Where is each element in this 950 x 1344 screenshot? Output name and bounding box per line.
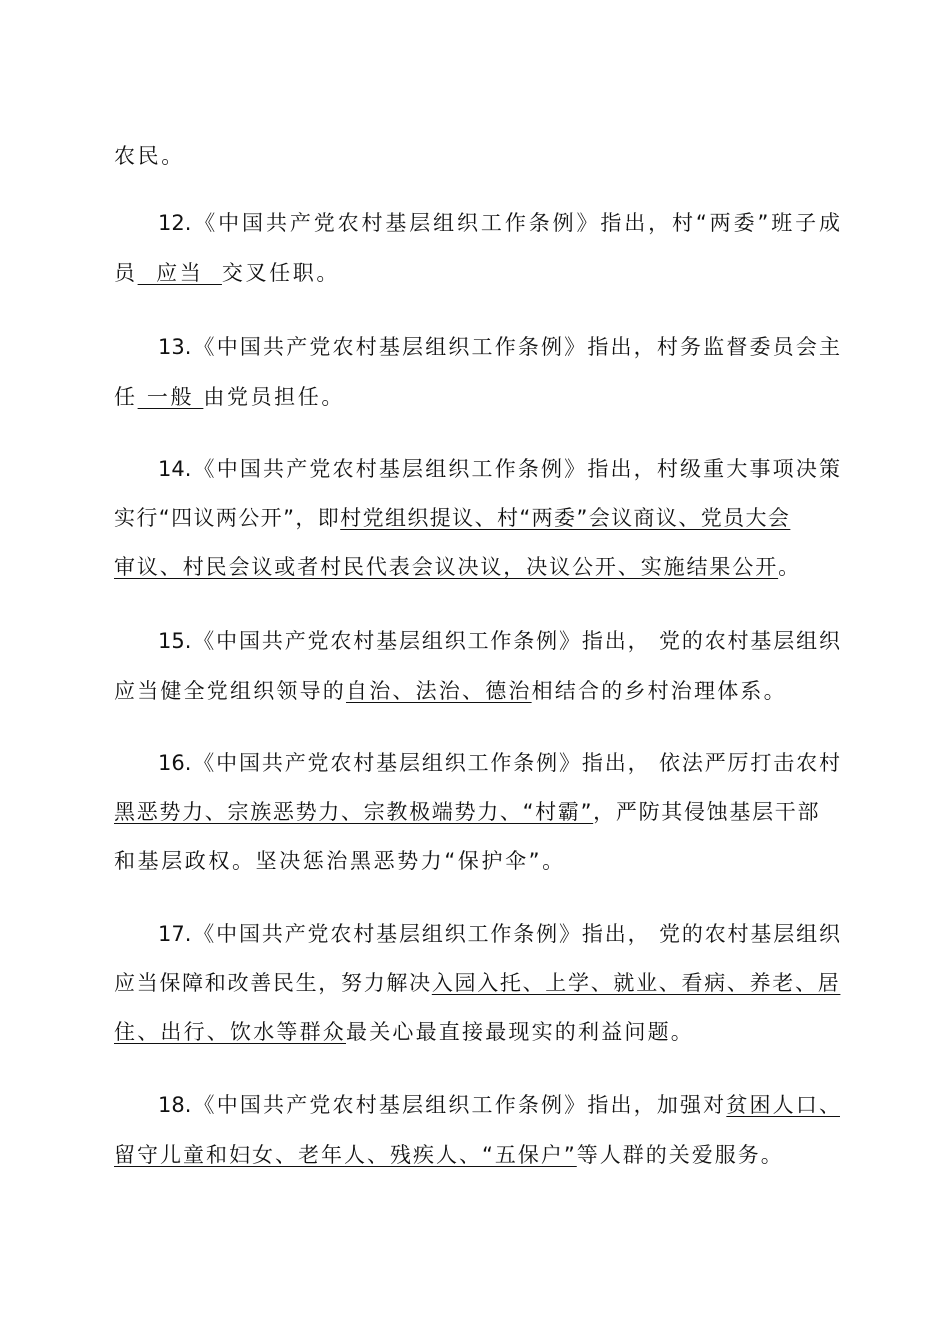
text-run: 16.《中国共产党农村基层组织工作条例》指出， 依法严厉打击农村 [158, 751, 840, 775]
text-line [114, 382, 840, 412]
fill-in-answer: 自治、法治、德治 [346, 679, 532, 703]
fill-in-answer: 审议、村民会议或者村民代表会议决议，决议公开、实施结果公开 [114, 555, 779, 579]
fill-in-answer: 村党组织提议、村“两委”会议商议、党员大会 [340, 506, 791, 530]
text-line [114, 626, 840, 656]
text-run: 相结合的乡村治理体系。 [531, 679, 787, 703]
fill-in-answer: 入园入托、上学、就业、看病、养老、居 [431, 971, 841, 995]
text-line [114, 141, 840, 171]
text-line [114, 919, 840, 949]
text-line [114, 846, 840, 876]
fill-in-answer: 贫困人口、 [726, 1093, 840, 1117]
text-run: 员 [114, 261, 138, 285]
text-line [114, 208, 840, 238]
fill-in-answer: 一般 [137, 385, 204, 409]
text-run: 18.《中国共产党农村基层组织工作条例》指出，加强对 [158, 1093, 727, 1117]
text-line [114, 503, 840, 533]
text-line [114, 332, 840, 362]
text-run: 等人群的关爱服务。 [576, 1143, 784, 1167]
fill-in-answer: 留守儿童和妇女、老年人、残疾人、“五保户” [114, 1143, 577, 1167]
text-line [114, 797, 840, 827]
text-run: 最关心最直接最现实的利益问题。 [346, 1020, 694, 1044]
text-run: 和基层政权。坚决惩治黑恶势力“保护伞”。 [114, 849, 566, 873]
text-run: 应当健全党组织领导的 [114, 679, 346, 703]
text-line [114, 968, 840, 998]
text-run: 交叉任职。 [221, 261, 340, 285]
text-run: 农民。 [114, 144, 185, 168]
text-line [114, 258, 840, 288]
text-run: ，严防其侵蚀基层干部 [593, 800, 821, 824]
text-run: 应当保障和改善民生，努力解决 [114, 971, 432, 995]
text-run: 15.《中国共产党农村基层组织工作条例》指出， 党的农村基层组织 [158, 629, 840, 653]
text-run: 任 [114, 385, 138, 409]
text-run: 。 [778, 555, 802, 579]
text-run: 12.《中国共产党农村基层组织工作条例》指出，村“两委”班子成 [158, 211, 840, 235]
text-run: 由党员担任。 [203, 385, 345, 409]
text-line [114, 748, 840, 778]
text-line [114, 1090, 840, 1120]
text-line [114, 676, 840, 706]
text-line [114, 1017, 840, 1047]
text-line [114, 1140, 840, 1170]
text-run: 实行“四议两公开”，即 [114, 506, 341, 530]
text-run: 13.《中国共产党农村基层组织工作条例》指出，村务监督委员会主 [158, 335, 840, 359]
fill-in-answer: 应当 [137, 261, 222, 285]
text-line [114, 552, 840, 582]
fill-in-answer: 住、出行、饮水等群众 [114, 1020, 346, 1044]
text-run: 14.《中国共产党农村基层组织工作条例》指出，村级重大事项决策 [158, 457, 840, 481]
text-line [114, 454, 840, 484]
text-run: 17.《中国共产党农村基层组织工作条例》指出， 党的农村基层组织 [158, 922, 840, 946]
fill-in-answer: 黑恶势力、宗族恶势力、宗教极端势力、“村霸” [114, 800, 594, 824]
